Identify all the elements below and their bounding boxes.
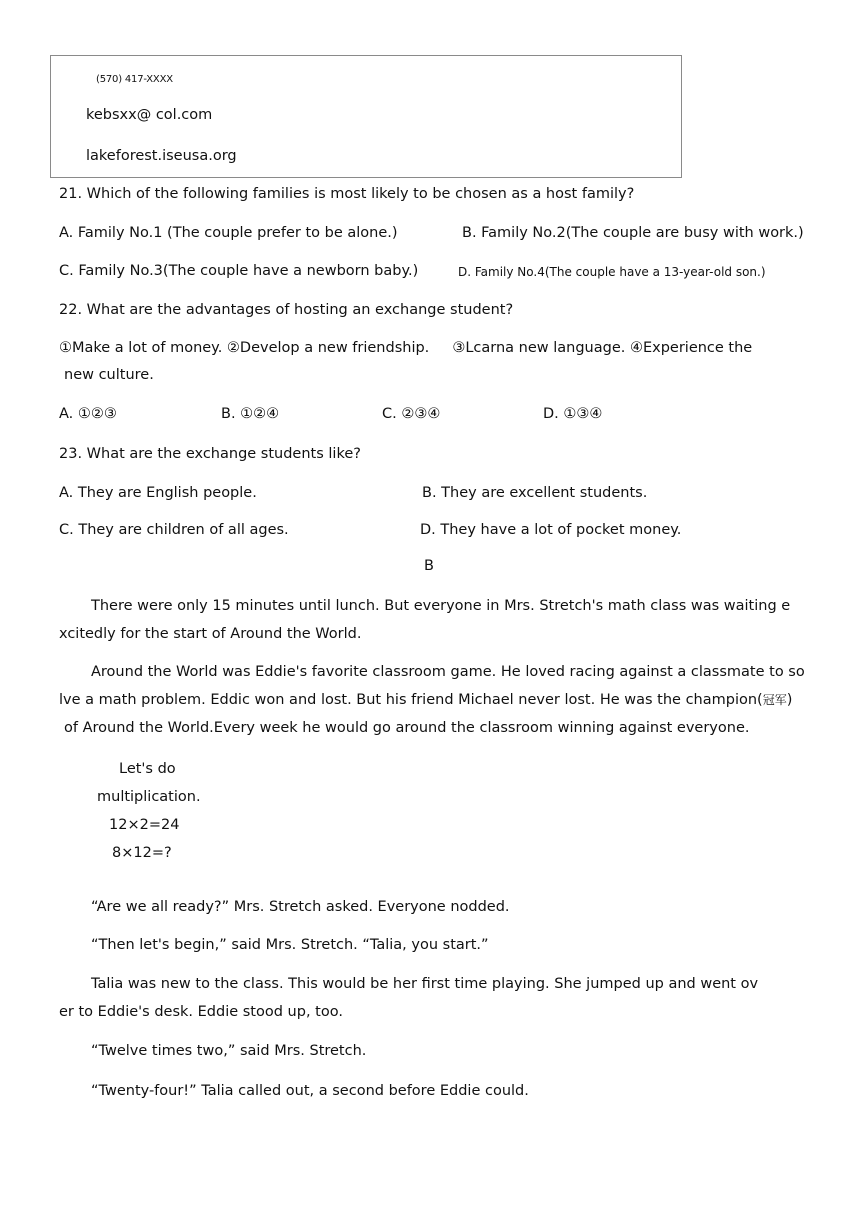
contact-email: kebsxx@ col.com (86, 107, 213, 123)
board-line2: multiplication. (97, 789, 201, 805)
q22-option-a: A. ①②③ (59, 406, 117, 422)
passage-p1-line1: There were only 15 minutes until lunch. But everyone in Mrs. Stretch's math class was waiting e (91, 598, 791, 614)
passage-p1-line2: xcitedly for the start of Around the World. (59, 626, 362, 642)
section-label: B (424, 558, 434, 574)
board-line3: 12×2=24 (109, 817, 180, 833)
q21-option-a: A. Family No.1 (The couple prefer to be alone.) (59, 225, 398, 241)
q21-option-b: B. Family No.2(The couple are busy with work.) (462, 225, 804, 241)
passage-p2-line2 (59, 691, 792, 709)
passage-p2-line2-text: lve a math problem. Eddic won and lost. But his friend Michael never lost. He was the champion( (59, 692, 763, 708)
q23-question: 23. What are the exchange students like? (59, 446, 361, 462)
dialogue-3-line2: er to Eddie's desk. Eddie stood up, too. (59, 1004, 343, 1020)
q23-option-a: A. They are English people. (59, 485, 257, 501)
q23-option-b: B. They are excellent students. (422, 485, 648, 501)
contact-website: lakeforest.iseusa.org (86, 148, 237, 164)
contact-phone: (570) 417-XXXX (96, 74, 173, 85)
q23-option-c: C. They are children of all ages. (59, 522, 289, 538)
dialogue-3-line1: Talia was new to the class. This would be her first time playing. She jumped up and went ov (91, 976, 759, 992)
q22-statements-line1: ①Make a lot of money. ②Develop a new friendship. ③Lcarna new language. ④Experience the (59, 340, 753, 356)
dialogue-1: “Are we all ready?” Mrs. Stretch asked. Everyone nodded. (91, 899, 510, 915)
dialogue-5: “Twenty-four!” Talia called out, a second before Eddie could. (91, 1083, 529, 1099)
q21-option-d: D. Family No.4(The couple have a 13-year-old son.) (458, 265, 766, 279)
q22-option-d: D. ①③④ (543, 406, 603, 422)
q22-question: 22. What are the advantages of hosting an exchange student? (59, 302, 514, 318)
dialogue-4: “Twelve times two,” said Mrs. Stretch. (91, 1043, 367, 1059)
passage-p2-line3: of Around the World.Every week he would go around the classroom winning against everyone. (64, 720, 750, 736)
champion-gloss: 冠军 (762, 693, 787, 707)
board-line1: Let's do (119, 761, 176, 777)
dialogue-2: “Then let's begin,” said Mrs. Stretch. “Talia, you start.” (91, 937, 489, 953)
q21-option-c: C. Family No.3(The couple have a newborn baby.) (59, 263, 419, 279)
q22-option-b: B. ①②④ (221, 406, 280, 422)
q23-option-d: D. They have a lot of pocket money. (420, 522, 682, 538)
q21-question: 21. Which of the following families is most likely to be chosen as a host family? (59, 186, 635, 202)
passage-p2-line1: Around the World was Eddie's favorite classroom game. He loved racing against a classmate to so (91, 664, 805, 680)
q22-option-c: C. ②③④ (382, 406, 441, 422)
board-line4: 8×12=? (112, 845, 172, 861)
passage-p2-line2-close: ) (786, 692, 793, 708)
q22-statements-line2: new culture. (64, 367, 154, 383)
